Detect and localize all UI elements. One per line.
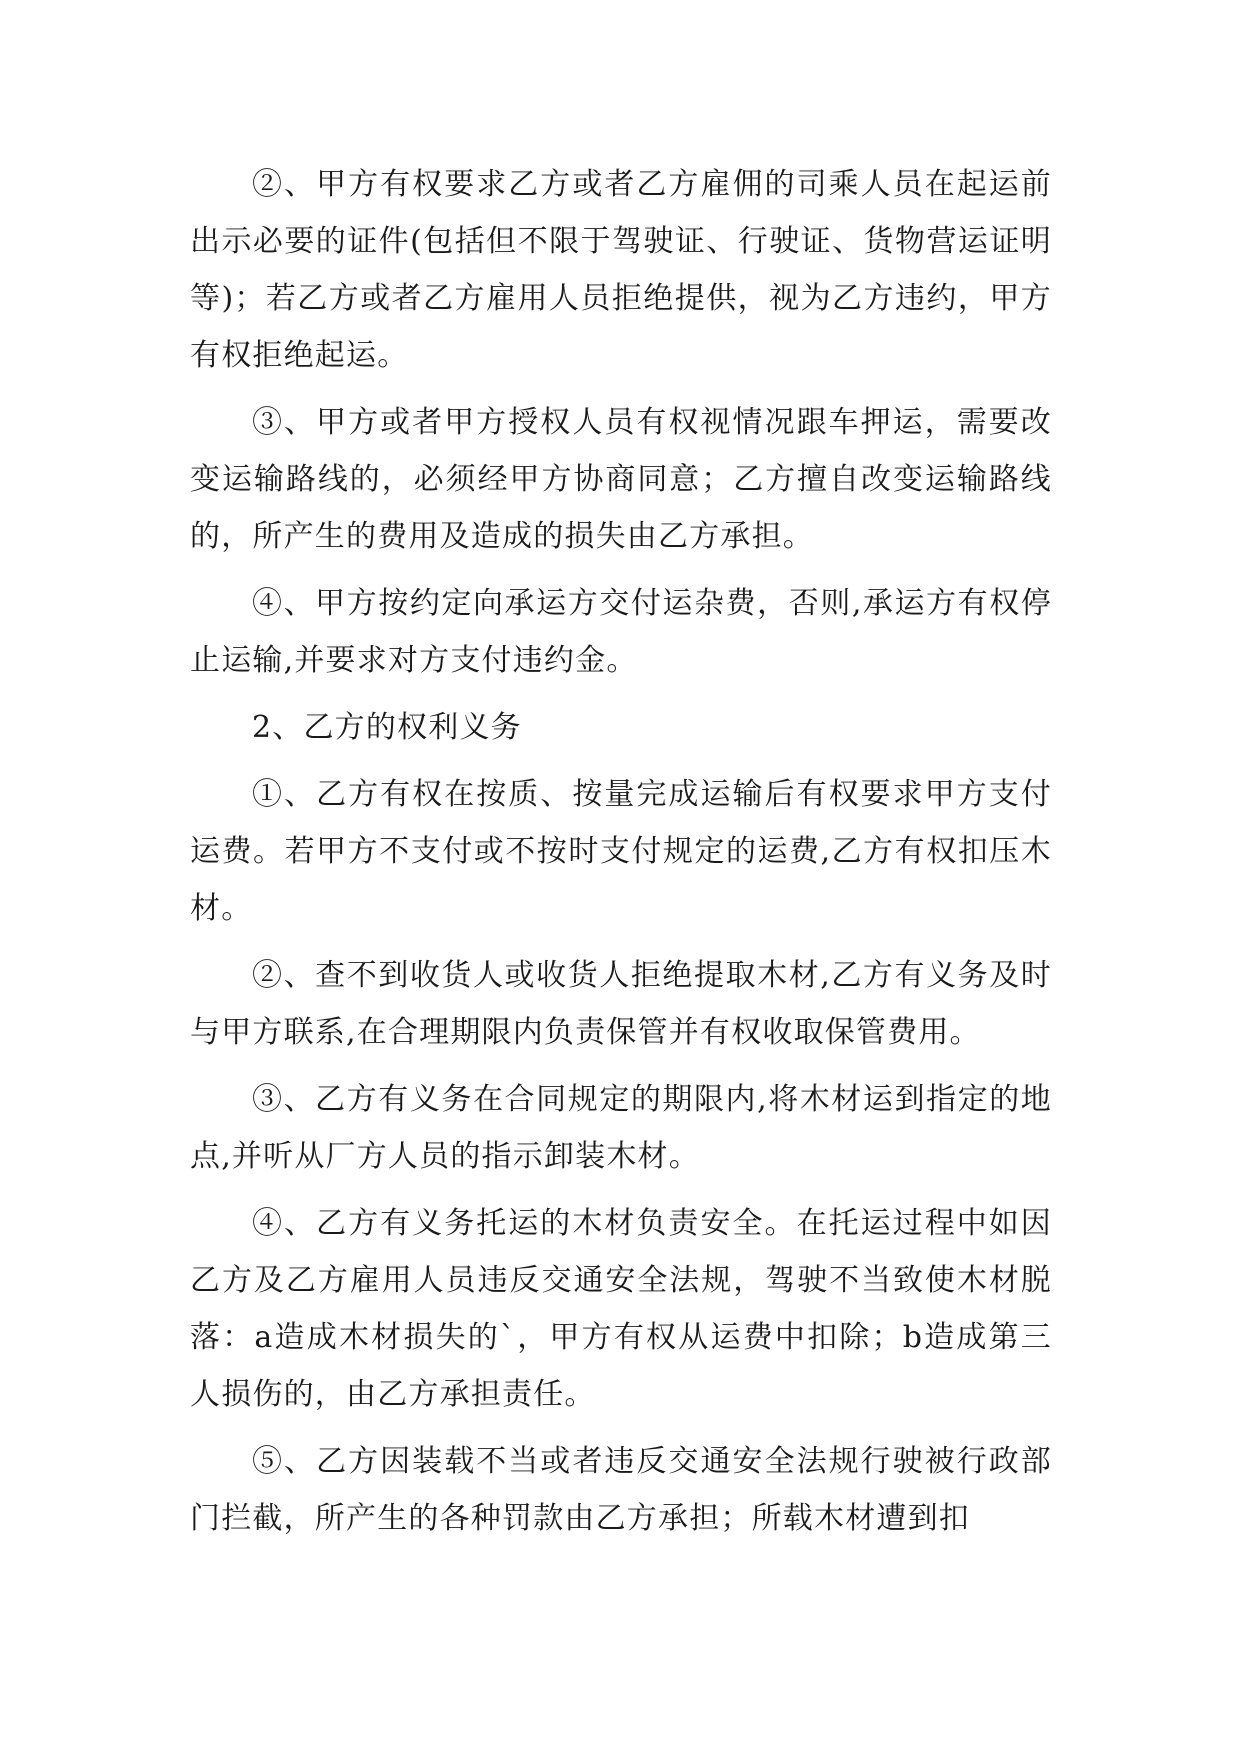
paragraph-party-b-4: ④、乙方有义务托运的木材负责安全。在托运过程中如因乙方及乙方雇用人员违反交通安全法规，驾驶不当致使木材脱落：a造成木材损失的`，甲方有权从运费中扣除；b造成第三人损伤的，由乙方承担责任。 — [190, 1206, 1052, 1412]
paragraph-party-b-5: ⑤、乙方因装载不当或者违反交通安全法规行驶被行政部门拦截，所产生的各种罚款由乙方承担；所载木材遭到扣 — [190, 1444, 1052, 1536]
paragraph-party-a-3: ③、甲方或者甲方授权人员有权视情况跟车押运，需要改变运输路线的，必须经甲方协商同意；乙方擅自改变运输路线的，所产生的费用及造成的损失由乙方承担。 — [190, 405, 1052, 554]
document-page — [190, 156, 1052, 1557]
paragraph-party-a-4: ④、甲方按约定向承运方交付运杂费，否则,承运方有权停止运输,并要求对方支付违约金。 — [190, 586, 1052, 678]
paragraph-party-a-2: ②、甲方有权要求乙方或者乙方雇佣的司乘人员在起运前出示必要的证件(包括但不限于驾驶证、行驶证、货物营运证明等)；若乙方或者乙方雇用人员拒绝提供，视为乙方违约，甲方有权拒绝起运。 — [190, 167, 1052, 373]
section-heading-party-b: 2、乙方的权利义务 — [252, 710, 522, 745]
paragraph-party-b-3: ③、乙方有义务在合同规定的期限内,将木材运到指定的地点,并听从厂方人员的指示卸装木材。 — [190, 1082, 1052, 1174]
paragraph-party-b-1: ①、乙方有权在按质、按量完成运输后有权要求甲方支付运费。若甲方不支付或不按时支付规定的运费,乙方有权扣压木材。 — [190, 777, 1052, 926]
paragraph-party-b-2: ②、查不到收货人或收货人拒绝提取木材,乙方有义务及时与甲方联系,在合理期限内负责保管并有权收取保管费用。 — [190, 958, 1052, 1050]
